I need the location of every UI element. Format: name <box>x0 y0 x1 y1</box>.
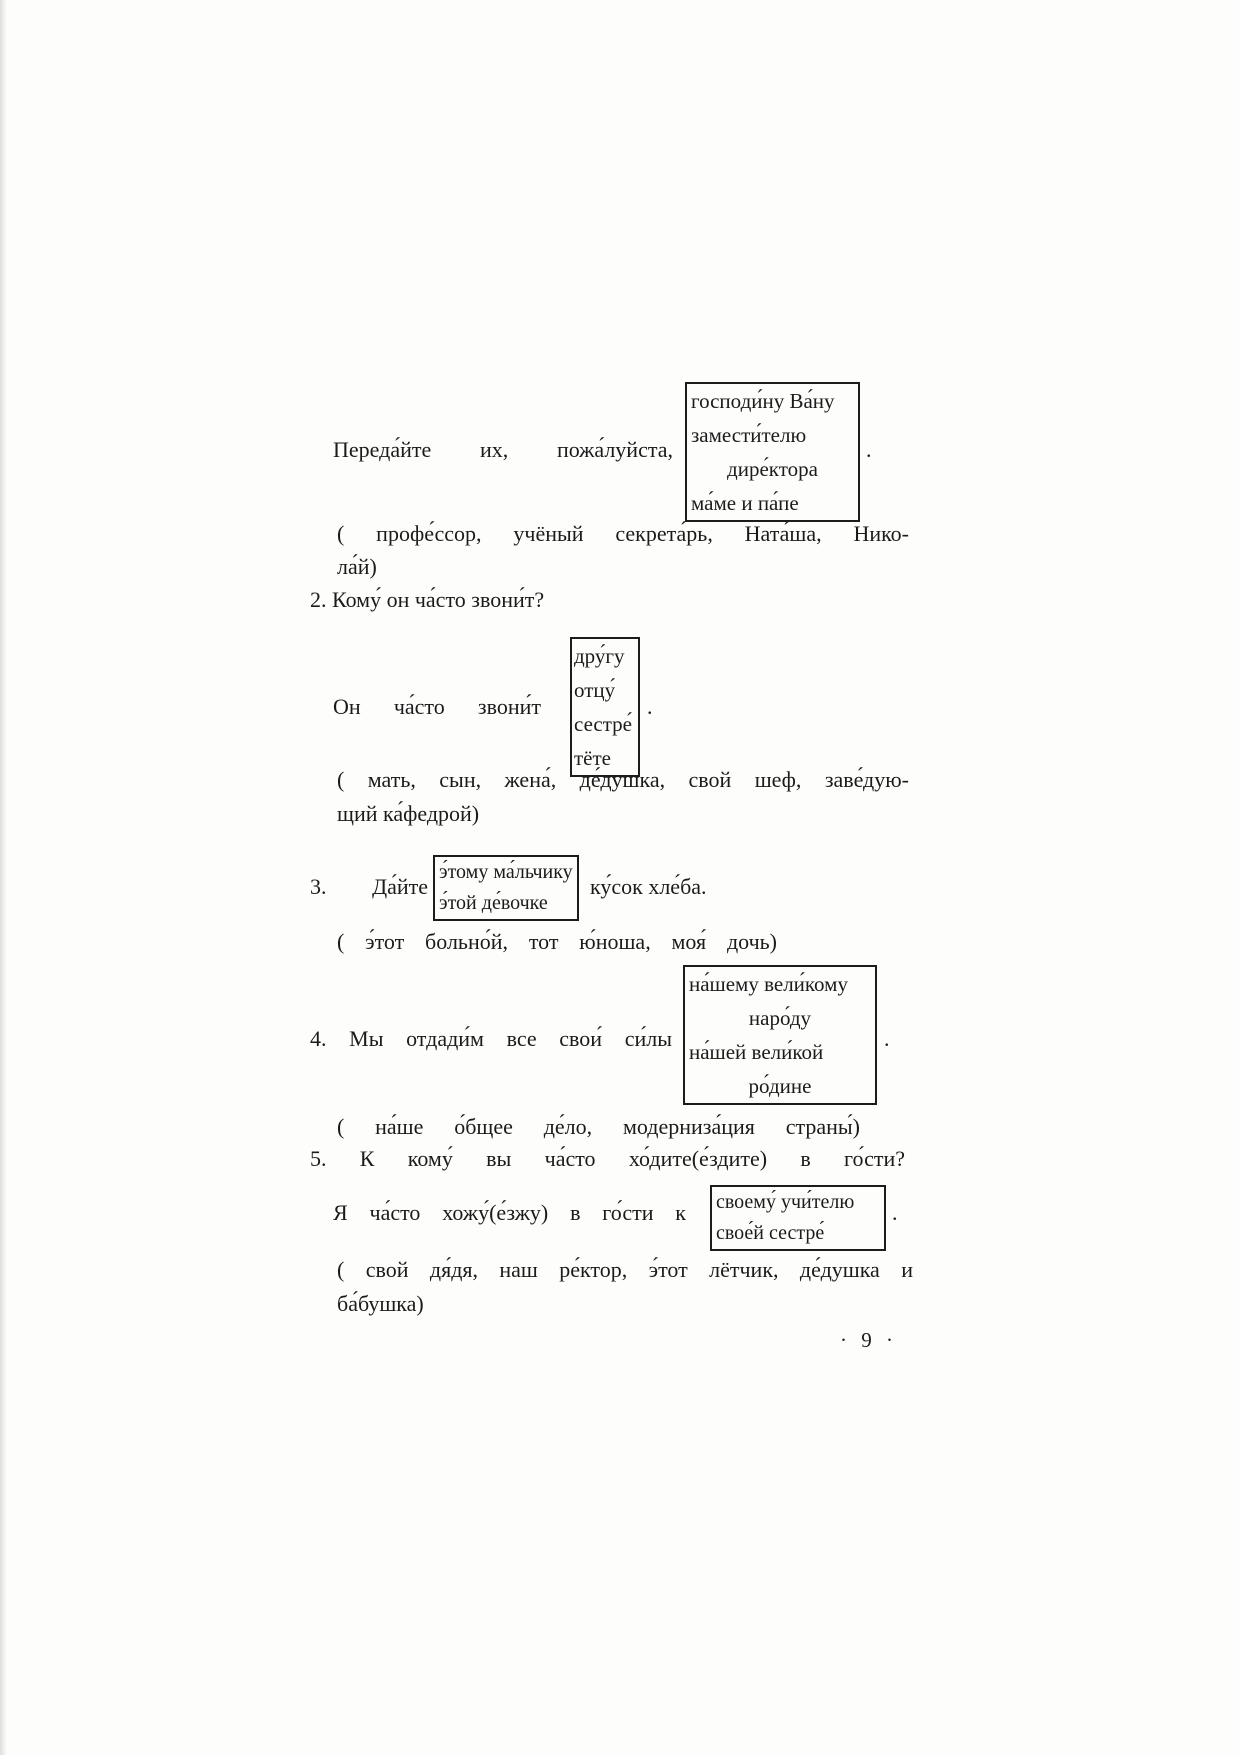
item2-question: 2. Кому́ он ча́сто звони́т? <box>310 587 545 612</box>
choice-option: сестре́ <box>574 712 632 736</box>
sentence-period: . <box>892 1200 898 1225</box>
sentence-period: . <box>647 694 653 719</box>
item3-hint-line1: ( э́тот больно́й, тот ю́ноша, моя́ дочь) <box>337 929 777 954</box>
item1-hint-line2: ла́й) <box>337 554 377 579</box>
choice-option: э́тому ма́льчику <box>439 861 573 883</box>
choice-option: на́шей вели́кой <box>689 1040 824 1064</box>
item4-sentence-lead: 4. Мы отдади́м все свои́ си́лы <box>310 1026 672 1051</box>
choice-option: э́той де́вочке <box>439 892 548 914</box>
item4-choice-box <box>683 965 877 1105</box>
item1-hint-line1: ( профе́ссор, учёный секрета́рь, Ната́ша, Нико- <box>337 521 909 546</box>
item2-hint-line2: щий ка́федрой) <box>337 801 480 826</box>
sentence-period: . <box>866 437 872 462</box>
choice-option: наро́ду <box>748 1006 812 1030</box>
item2-sentence-lead: Он ча́сто звони́т <box>333 694 541 719</box>
item1-choice-box <box>685 382 860 522</box>
item3-sentence-lead: 3. Да́йте <box>310 874 428 899</box>
choice-option: ма́ме и па́пе <box>691 491 799 515</box>
choice-option: дире́ктора <box>727 457 818 481</box>
choice-option: своему́ учи́телю <box>716 1191 855 1213</box>
choice-option: свое́й сестре́ <box>716 1222 825 1244</box>
choice-option: ро́дине <box>748 1074 812 1098</box>
item5-choice-box <box>710 1185 886 1251</box>
item3-choice-box <box>433 855 579 921</box>
choice-option: замести́телю <box>691 423 807 447</box>
item5-hint-line1: ( свой дя́дя, наш ре́ктор, э́тот лётчик, де́душка и <box>337 1257 913 1282</box>
choice-option: отцу́ <box>574 678 616 702</box>
sentence-period: . <box>884 1026 890 1051</box>
item2-choice-box <box>570 637 640 777</box>
choice-option: тёте <box>574 746 611 770</box>
item1-sentence-lead: Переда́йте их, пожа́луйста, <box>333 437 673 462</box>
page-number: · 9 · <box>840 1328 893 1352</box>
item2-hint-line1: ( мать, сын, жена́, де́душка, свой шеф, заве́дую- <box>337 767 909 792</box>
item5-question: 5. К кому́ вы ча́сто хо́дите(е́здите) в го́сти? <box>310 1146 905 1171</box>
item5-sentence-lead: Я ча́сто хожу́(е́зжу) в го́сти к <box>333 1200 686 1225</box>
choice-option: господи́ну Ва́ну <box>691 389 835 413</box>
item3-sentence-tail: ку́сок хле́ба. <box>590 874 707 899</box>
item4-hint-line1: ( на́ше о́бщее де́ло, модерниза́ция страны́) <box>337 1114 860 1139</box>
item5-hint-line2: ба́бушка) <box>337 1291 424 1316</box>
choice-option: дру́гу <box>574 644 625 668</box>
choice-option: на́шему вели́кому <box>689 972 848 996</box>
